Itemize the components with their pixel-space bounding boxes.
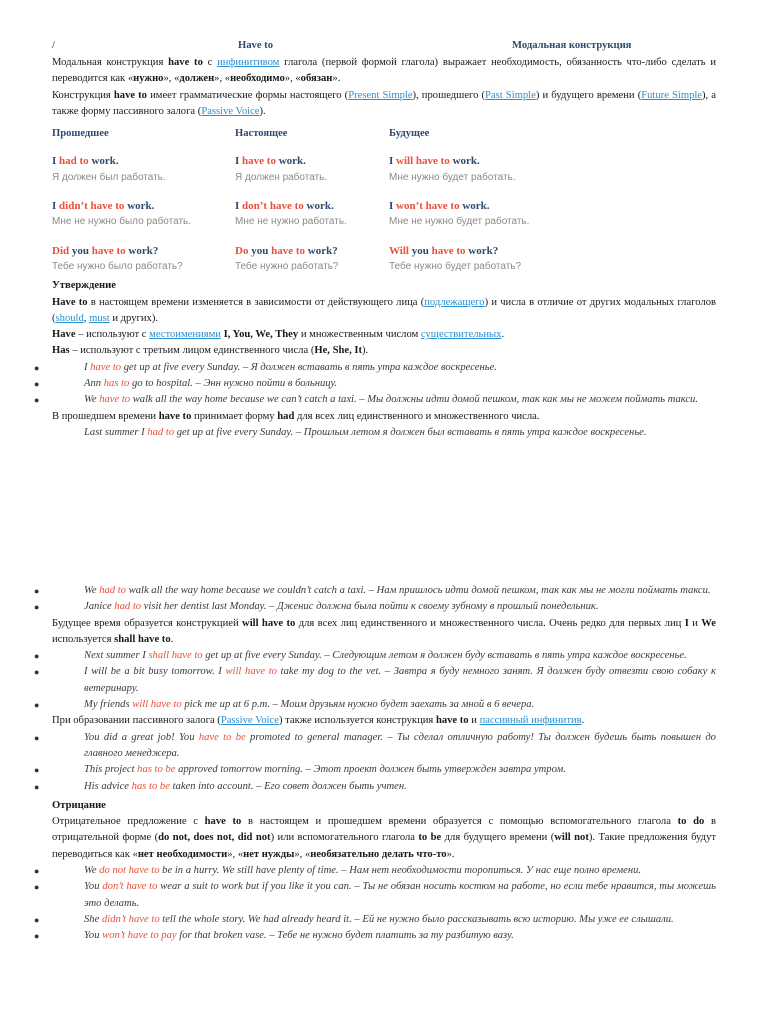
link-future-simple[interactable]: Future Simple	[641, 89, 703, 101]
cell-future-question: Will you have to work?	[389, 244, 499, 257]
list-item: ● Ann has to go to hospital. – Энн нужно пойти в больницу.	[34, 378, 338, 390]
header-right-title: Модальная конструкция	[512, 40, 632, 51]
link-infinitive[interactable]: инфинитивом	[217, 57, 280, 68]
header-slash: /	[52, 40, 55, 51]
cell-past-affirmative: I had to work.	[52, 155, 119, 168]
list-item: ● You won’t have to pay for that broken vase. – Тебе не нужно будет платить за ту разбитую вазу.	[34, 930, 514, 942]
negation-paragraph: Отрицательное предложение с have to в настоящем и прошедшем времени образуется с помощью вспомогательного глагола to do в отрицательной форме (do not, does not, did not) или вспомогательного глагола to be для будущего времени (will not). Такие предложения будут переводиться как «нет необходимости», «нет нужды», «необязательно делать что-то».	[52, 816, 716, 860]
link-should[interactable]: should	[55, 312, 84, 324]
list-item: ● You did a great job! You have to be promoted to general manager. – Ты сделал отличную работу! Ты должен будешь быть повышен до главного менеджера.	[34, 731, 716, 759]
link-subject[interactable]: подлежащего	[424, 296, 485, 308]
page-top	[34, 38, 717, 441]
translation: Мне не нужно работать.	[235, 216, 347, 228]
list-item: ● My friends will have to pick me up at 6 p.m. – Моим друзьям нужно будет заехать за мной в 6 вечера.	[34, 699, 535, 711]
page-bottom	[34, 583, 717, 945]
list-item: ● Next summer I shall have to get up at five every Sunday. – Следующим летом я должен буду вставать в пять утра каждое воскресенье.	[34, 650, 687, 662]
translation: Тебе нужно работать?	[235, 260, 339, 272]
example-list	[34, 648, 716, 713]
link-present-simple[interactable]: Present Simple	[348, 89, 413, 101]
cell-present-negative: I don’t have to work.	[235, 200, 334, 213]
list-item: ● We have to walk all the way home because we can’t catch a taxi. – Мы должны идти домой пешком, так как мы не можем поймать такси.	[34, 394, 698, 406]
example-list	[34, 583, 716, 616]
list-item: ● This project has to be approved tomorrow morning. – Этот проект должен быть утвержден завтра утром.	[34, 764, 566, 776]
example-text: Last summer I had to get up at five every Sunday. – Прошлым летом я должен был вставать в пять утра каждое воскресенье.	[84, 426, 647, 438]
link-nouns[interactable]: существительных	[420, 329, 502, 341]
intro-paragraph-1: Модальная конструкция have to с инфинитивом глагола (первой формой глагола) выражает необходимость, обязанность что-либо сделать и переводится как «нужно», «должен», «необходимо», «обязан».	[52, 57, 717, 85]
list-item: ● You don’t have to wear a suit to work but if you like it you can. – Ты не обязан носить костюм на работе, но если тебе нравится, ты можешь это делать.	[34, 881, 716, 909]
list-item: ● Janice had to visit her dentist last Monday. – Дженис должна была пойти к своему зубному в прошлый понедельник.	[34, 601, 599, 613]
link-pronouns[interactable]: местоимениями	[149, 329, 221, 341]
translation: Тебе нужно будет работать?	[389, 260, 522, 272]
col-header-future: Будущее	[389, 128, 430, 140]
cell-future-affirmative: I will have to work.	[389, 155, 480, 168]
example-list	[34, 730, 716, 795]
list-item: ● I will be a bit busy tomorrow. I will have to take my dog to the vet. – Завтра я буду немного занят. Я должен буду отвезти свою собаку к ветеринару.	[34, 666, 716, 694]
link-past-simple[interactable]: Past Simple	[485, 89, 536, 101]
translation: Я должен был работать.	[52, 171, 166, 183]
translation: Я должен работать.	[235, 171, 328, 183]
passive-paragraph: При образовании пассивного залога (Passive Voice) также используется конструкция have to и пассивный инфинитив.	[52, 715, 585, 727]
cell-present-question: Do you have to work?	[235, 244, 338, 257]
intro-paragraph-2: Конструкция have to имеет грамматические формы настоящего (Present Simple), прошедшего (Past Simple) и будущего времени (Future Simple), а также форму пассивного залога (Passive Voice).	[52, 89, 716, 117]
translation: Тебе нужно было работать?	[52, 260, 183, 272]
list-item: ● I have to get up at five every Sunday. – Я должен вставать в пять утра каждое воскресенье.	[34, 361, 497, 373]
tenses-table	[52, 126, 716, 275]
header-title: Have to	[238, 40, 274, 51]
affirm-paragraph-2: Have – используют с местоимениями I, You, We, They и множественным числом существительных.	[52, 329, 505, 341]
section-title-affirmative: Утверждение	[52, 280, 116, 292]
example-list	[34, 360, 716, 409]
cell-past-negative: I didn’t have to work.	[52, 200, 155, 213]
affirm-paragraph-4: В прошедшем времени have to принимает форму had для всех лиц единственного и множественного числа.	[52, 410, 540, 422]
cell-future-negative: I won’t have to work.	[389, 200, 490, 213]
link-passive-voice[interactable]: Passive Voice	[220, 715, 279, 727]
translation: Мне не нужно было работать.	[52, 216, 192, 228]
cell-present-affirmative: I have to work.	[235, 155, 306, 168]
affirm-paragraph-3: Has – используют с третьим лицом единственного числа (He, She, It).	[52, 345, 369, 357]
link-passive-voice[interactable]: Passive Voice	[201, 105, 260, 117]
example-list	[34, 863, 716, 944]
translation: Мне не нужно будет работать.	[389, 216, 530, 228]
affirm-paragraph-1: Have to в настоящем времени изменяется в зависимости от действующего лица (подлежащего) и числа в отличие от других модальных глаголов (should, must и других).	[52, 296, 716, 324]
link-passive-infinitive[interactable]: пассивный инфинитив	[479, 715, 582, 727]
future-paragraph: Будущее время образуется конструкцией will have to для всех лиц единственного и множественного числа. Очень редко для первых лиц I и We используется shall have to.	[52, 617, 717, 645]
section-title-negation: Отрицание	[52, 799, 106, 811]
translation: Мне нужно будет работать.	[389, 171, 516, 183]
cell-past-question: Did you have to work?	[52, 244, 159, 257]
col-header-past: Прошедшее	[52, 128, 109, 140]
list-item: ● We had to walk all the way home because we couldn’t catch a taxi. – Нам пришлось идти домой пешком, так как мы не могли поймать такси.	[34, 585, 711, 596]
link-must[interactable]: must	[89, 312, 110, 324]
document-header	[52, 38, 716, 55]
list-item: ● We do not have to be in a hurry. We still have plenty of time. – Нам нет необходимости торопиться. У нас еще полно времени.	[34, 865, 642, 877]
col-header-present: Настоящее	[235, 128, 288, 140]
list-item: ● His advice has to be taken into account. – Его совет должен быть учтен.	[34, 780, 407, 792]
list-item: ● She didn’t have to tell the whole story. We had already heard it. – Ей не нужно было рассказывать всю историю. Мы уже ее слышали.	[34, 913, 674, 925]
